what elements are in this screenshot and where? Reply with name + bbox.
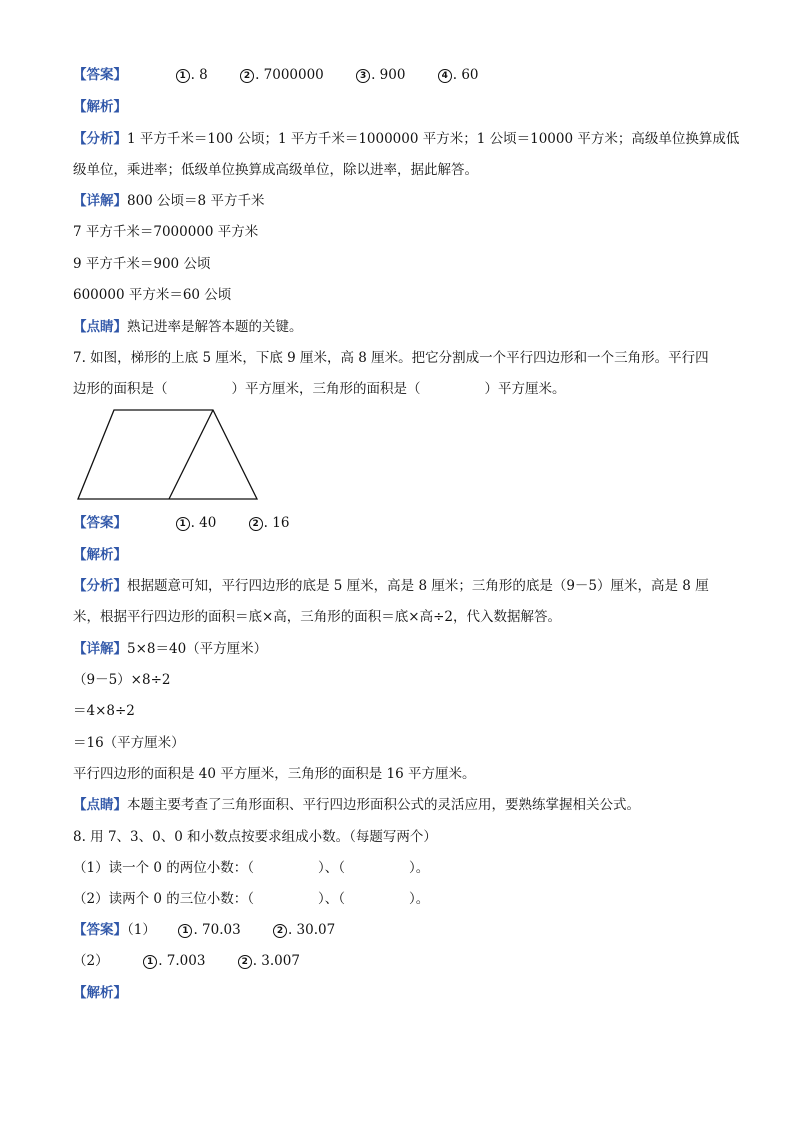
q6-detail-line-1: 【详解】800 公顷＝8 平方千米	[73, 193, 265, 209]
circled-number: 2	[273, 924, 287, 938]
q8-sub-question-1: （1）读一个 0 的两位小数：（ ）、（ ）。	[73, 860, 430, 876]
q8-sub-question-2: （2）读两个 0 的三位小数：（ ）、（ ）。	[73, 891, 430, 907]
q6-detail-line-2: 7 平方千米＝7000000 平方米	[73, 224, 259, 240]
trapezoid-outline	[78, 410, 257, 499]
q6-analysis-heading: 【解析】	[73, 99, 127, 115]
q7-detail-line-1: 【详解】5×8＝40（平方厘米）	[73, 641, 268, 657]
circled-number: 4	[438, 69, 452, 83]
trapezoid-figure	[76, 407, 262, 503]
q7-detail-line-5: 平行四边形的面积是 40 平方厘米，三角形的面积是 16 平方厘米。	[73, 766, 476, 782]
q8-analysis-heading: 【解析】	[73, 985, 127, 1001]
q7-question-line-1: 7. 如图，梯形的上底 5 厘米，下底 9 厘米，高 8 厘米。把它分割成一个平行四边形和一个三角形。平行四	[73, 350, 709, 366]
q8-answer-line-2: （2） 1 . 7.003 2 . 3.007	[73, 953, 300, 969]
q7-detail-line-3: ＝4×8÷2	[73, 703, 135, 719]
circled-number: 3	[356, 69, 370, 83]
circled-number: 1	[176, 69, 190, 83]
q6-answer-3: 3 . 900	[356, 66, 405, 84]
q7-answer-1: 1 . 40	[176, 514, 217, 532]
q6-dianjing-line: 【点睛】熟记进率是解答本题的关键。	[73, 319, 303, 335]
q8-answer-2-1: 1 . 7.003	[143, 952, 205, 970]
q8-answer-1-2: 2 . 30.07	[273, 921, 335, 939]
q6-answer-4: 4 . 60	[438, 66, 479, 84]
dividing-line	[169, 410, 213, 499]
q7-fenxi-line-2: 米，根据平行四边形的面积＝底×高，三角形的面积＝底×高÷2，代入数据解答。	[73, 609, 562, 625]
q7-answer-2: 2 . 16	[249, 514, 290, 532]
circled-number: 1	[178, 924, 192, 938]
q7-detail-line-4: ＝16（平方厘米）	[73, 735, 185, 751]
q6-answer-line	[73, 66, 507, 84]
circled-number: 1	[143, 955, 157, 969]
q7-answer-line	[73, 514, 317, 532]
q6-fenxi-line-1: 【分析】1 平方千米＝100 公顷；1 平方千米＝1000000 平方米；1 公顷＝10000 平方米；高级单位换算成低	[73, 131, 740, 147]
circled-number: 2	[240, 69, 254, 83]
answer-tag: 【答案】	[73, 922, 127, 938]
q6-fenxi-line-2: 级单位，乘进率；低级单位换算成高级单位，除以进率，据此解答。	[73, 162, 478, 178]
q8-answer-line-1: 【答案】（1） 1 . 70.03 2 . 30.07	[73, 922, 336, 938]
q6-detail-line-3: 9 平方千米＝900 公顷	[73, 256, 211, 272]
q8-question-line-1: 8. 用 7、3、0、0 和小数点按要求组成小数。（每题写两个）	[73, 829, 437, 845]
q8-answer-1-1: 1 . 70.03	[178, 921, 240, 939]
q6-detail-line-4: 600000 平方米＝60 公顷	[73, 287, 232, 303]
circled-number: 1	[176, 517, 190, 531]
q7-fenxi-line-1: 【分析】根据题意可知，平行四边形的底是 5 厘米，高是 8 厘米；三角形的底是（9－5）厘米，高是 8 厘	[73, 578, 709, 594]
answer-tag: 【答案】	[73, 67, 127, 83]
q7-dianjing-line: 【点睛】本题主要考查了三角形面积、平行四边形面积公式的灵活应用，要熟练掌握相关公式。	[73, 797, 640, 813]
q8-answer-2-2: 2 . 3.007	[238, 952, 300, 970]
circled-number: 2	[249, 517, 263, 531]
q7-question-line-2: 边形的面积是（ ）平方厘米，三角形的面积是（ ）平方厘米。	[73, 381, 566, 397]
circled-number: 2	[238, 955, 252, 969]
q6-answer-2: 2 . 7000000	[240, 66, 324, 84]
q7-detail-line-2: （9－5）×8÷2	[73, 672, 171, 688]
q6-answer-1: 1 . 8	[176, 66, 208, 84]
q7-analysis-heading: 【解析】	[73, 547, 127, 563]
answer-tag: 【答案】	[73, 515, 127, 531]
